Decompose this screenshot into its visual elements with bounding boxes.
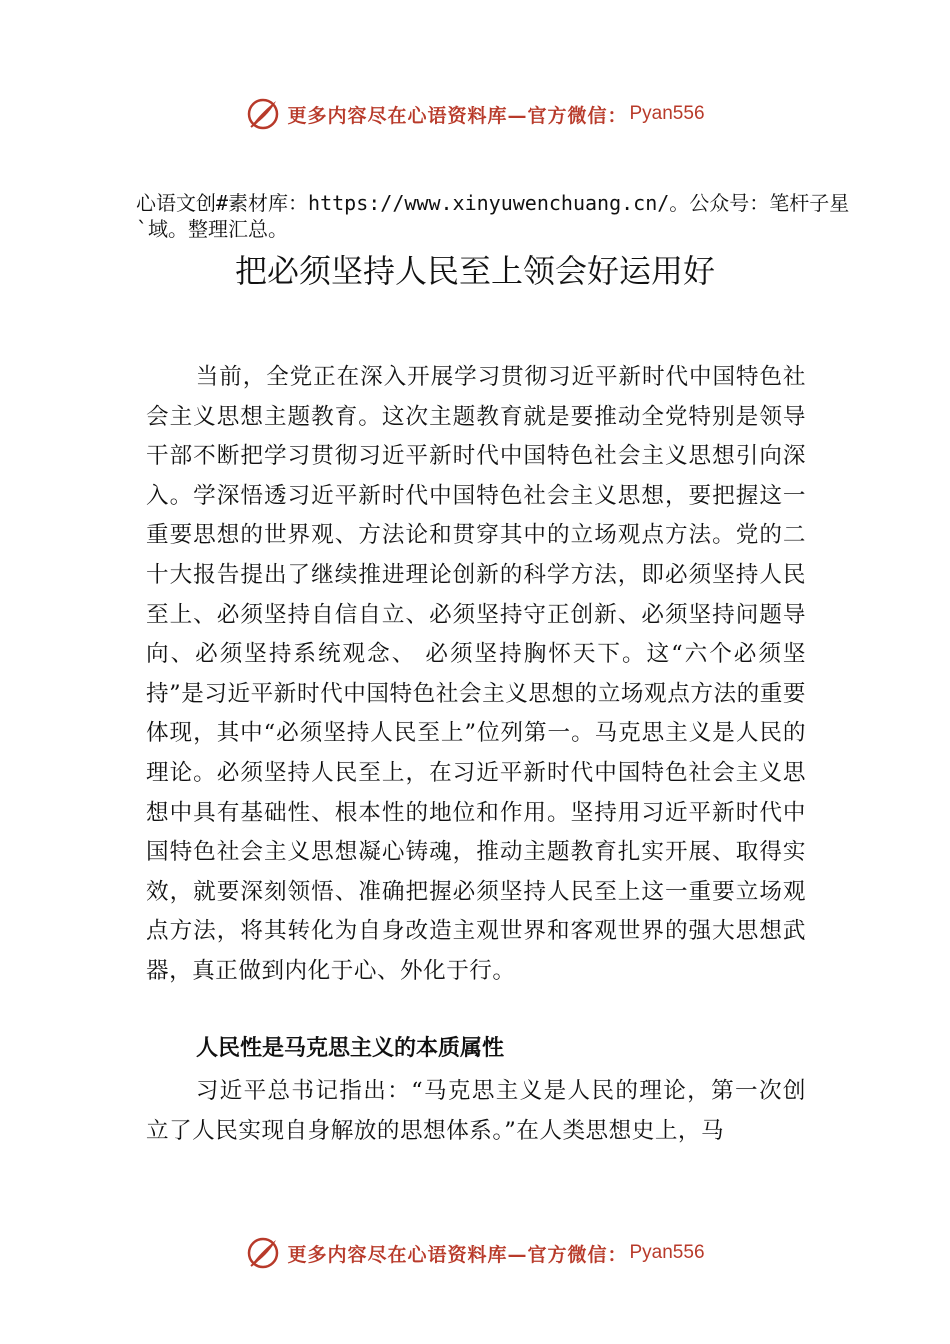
wechat-id: Pyan556	[629, 1242, 705, 1263]
banner-text: 更多内容尽在心语资料库—官方微信：	[287, 1243, 628, 1266]
banner-text: 更多内容尽在心语资料库—官方微信：	[287, 104, 628, 127]
source-line: 心语文创#素材库：https://www.xinyuwenchuang.cn/。公众号：笔杆子星`域。整理汇总。	[136, 191, 850, 241]
page-title: 把必须坚持人民至上领会好运用好	[234, 252, 715, 290]
section-heading: 人民性是马克思主义的本质属性	[196, 1036, 505, 1061]
quill-pen-logo-icon	[245, 1235, 281, 1271]
body-paragraph-2: 习近平总书记指出：“马克思主义是人民的理论，第一次创立了人民实现自身解放的思想体系。”在人类思想史上，马	[146, 1078, 806, 1144]
header-banner	[0, 92, 950, 136]
quill-pen-logo-icon	[245, 96, 281, 132]
footer-banner	[0, 1231, 950, 1275]
body-paragraph-1: 当前，全党正在深入开展学习贯彻习近平新时代中国特色社会主义思想主题教育。这次主题教育就是要推动全党特别是领导干部不断把学习贯彻习近平新时代中国特色社会主义思想引向深入。学深悟透习近平新时代中国特色社会主义思想，要把握这一重要思想的世界观、方法论和贯穿其中的立场观点方法。党的二十大报告提出了继续推进理论创新的科学方法，即必须坚持人民至上、必须坚持自信自立、必须坚持守正创新、必须坚持问题导向、必须坚持系统观念、 必须坚持胸怀天下。这“六个必须坚持”是习近平新时代中国特色社会主义思想的立场观点方法的重要体现，其中“必须坚持人民至上”位列第一。马克思主义是人民的理论。必须坚持人民至上，在习近平新时代中国特色社会主义思想中具有基础性、根本性的地位和作用。坚持用习近平新时代中国特色社会主义思想凝心铸魂，推动主题教育扎实开展、取得实效，就要深刻领悟、准确把握必须坚持人民至上这一重要立场观点方法，将其转化为自身改造主观世界和客观世界的强大思想武器，真正做到内化于心、外化于行。	[146, 364, 806, 984]
wechat-id: Pyan556	[629, 103, 705, 124]
